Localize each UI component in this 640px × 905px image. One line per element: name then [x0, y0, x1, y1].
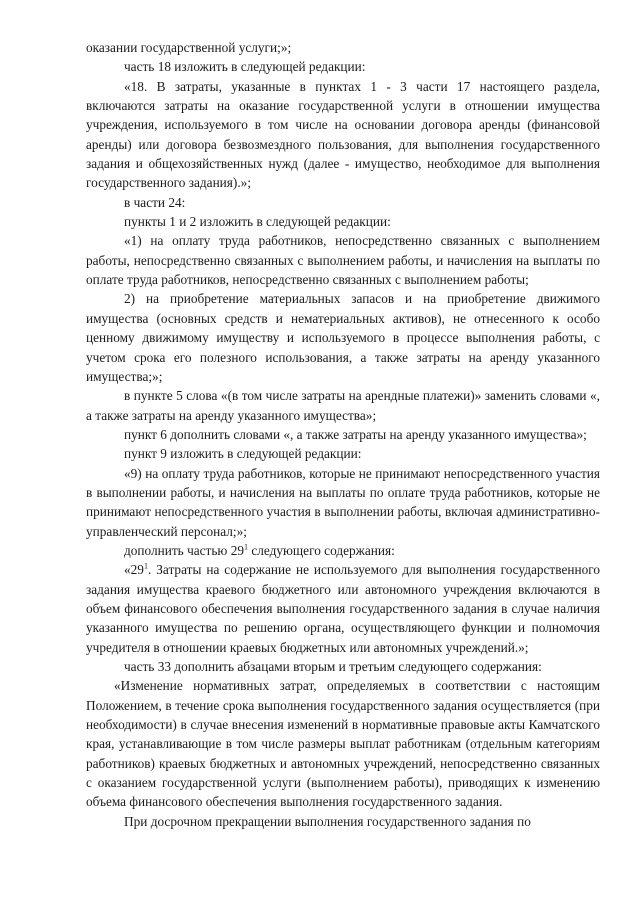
document-body — [86, 38, 600, 831]
paragraph: При досрочном прекращении выполнения государственного задания по — [124, 813, 531, 829]
paragraph: часть 18 изложить в следующей редакции: — [124, 59, 366, 75]
paragraph: «9) на оплату труда работников, которые не принимают непосредственного участия в выполнении работы, и начисления на выплаты по оплате труда работников, которые не принимают непосредственного участия в выполнении работы, включая административно-управленческий персонал;»; — [86, 465, 600, 539]
paragraph: «1) на оплату труда работников, непосредственно связанных с выполнением работы, непосредственно связанных с выполнением работы, и начисления на выплаты по оплате труда работников, непосредственно связанных с выполнением работы; — [86, 233, 600, 288]
superscript: 1 — [143, 561, 148, 571]
paragraph: 2) на приобретение материальных запасов и на приобретение движимого имущества (основных средств и нематериальных активов), не отнесенного к особо ценному движимому имуществу и используемого в процессе выполнения работы, с учетом срока его полезного использования, а также затраты на аренду указанного имущества;»; — [86, 291, 600, 384]
paragraph: «18. В затраты, указанные в пунктах 1 - 3 части 17 настоящего раздела, включаются затраты на оказание государственной услуги в отношении имущества учреждения, используемого в том числе на основании договора аренды (финансовой аренды) или договора безвозмездного пользования, для выполнения государственного задания и общехозяйственных нужд (далее - имущество, необходимое для выполнения государственного задания).»; — [86, 78, 600, 191]
text-run: дополнить частью 29 — [124, 542, 244, 558]
paragraph: оказании государственной услуги;»; — [86, 40, 292, 55]
text-run: . Затраты на содержание не используемого для выполнения государственного задания имущества краевого бюджетного или автономного учреждения включаются в объем финансового обеспечения выполнения государственного задания в случае наличия указанного имущества по решению органа, осуществляющего функции и полномочия учредителя в отношении краевых бюджетных или автономных учреждений.»; — [86, 562, 600, 655]
superscript: 1 — [244, 542, 248, 552]
paragraph: в пункте 5 слова «(в том числе затраты на арендные платежи)» заменить словами «, а также затраты на аренду указанного имущества»; — [86, 388, 600, 423]
paragraph: в части 24: — [124, 194, 186, 210]
paragraph: «Изменение нормативных затрат, определяемых в соответствии с настоящим Положением, в течение срока выполнения государственного задания осуществляется (при необходимости) в случае внесения изменений в нормативные правовые акты Камчатского края, устанавливающие в том числе размеры выплат работникам (отдельным категориям работников) краевых бюджетных и автономных учреждений, непосредственно связанных с оказанием государственной услуги (выполнением работы), приводящих к изменению объема финансового обеспечения выполнения государственного задания. — [86, 678, 600, 810]
paragraph: пункты 1 и 2 изложить в следующей редакции: — [124, 214, 391, 230]
paragraph — [86, 560, 600, 657]
paragraph — [86, 541, 600, 560]
paragraph: часть 33 дополнить абзацами вторым и третьим следующего содержания: — [124, 659, 542, 674]
paragraph: пункт 6 дополнить словами «, а также затраты на аренду указанного имущества»; — [124, 426, 587, 442]
text-run: следующего содержания: — [248, 542, 395, 558]
paragraph: пункт 9 изложить в следующей редакции: — [124, 446, 362, 462]
text-run: «29 — [124, 562, 144, 578]
